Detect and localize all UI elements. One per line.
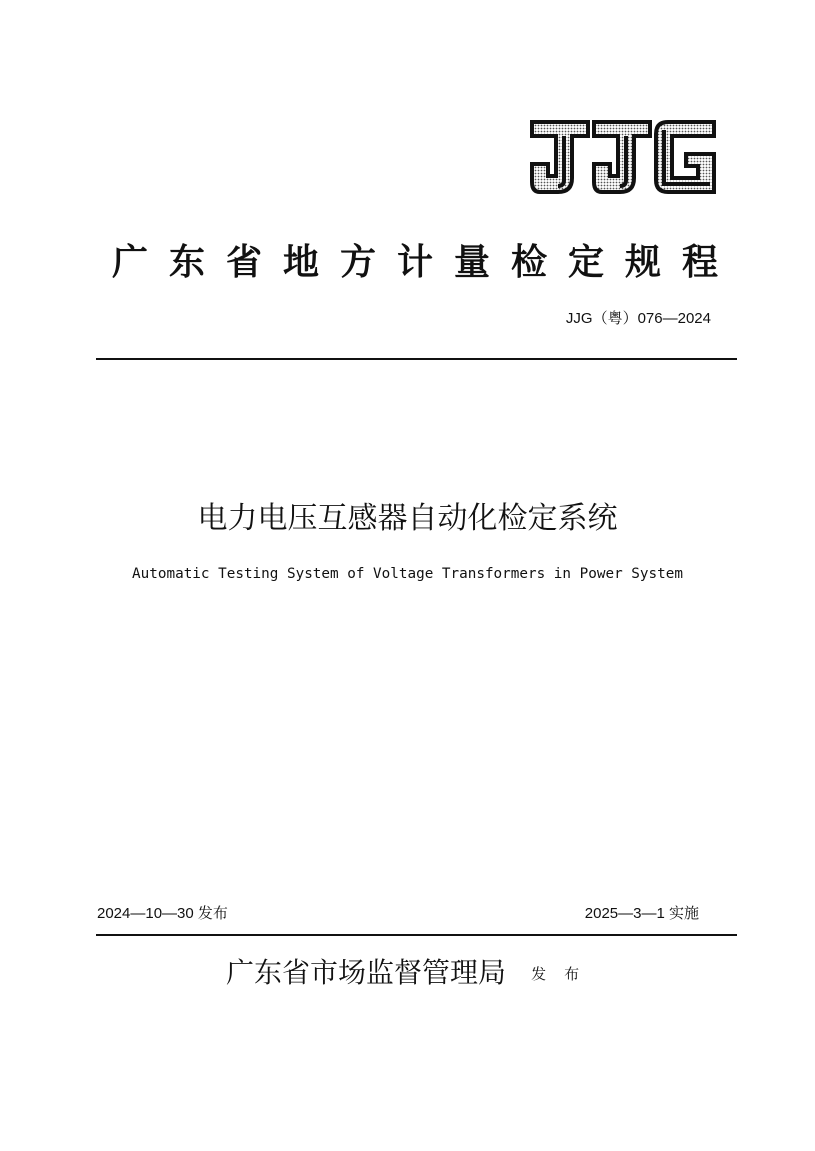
effective-date: 2025—3—1 实施 — [584, 905, 699, 922]
issuer-line — [226, 953, 597, 993]
standard-number: JJG（粤）076—2024 — [565, 310, 711, 327]
top-divider — [96, 358, 737, 360]
issuing-authority: 广东省市场监督管理局 — [226, 956, 507, 989]
jjg-logo — [528, 118, 718, 196]
bottom-divider — [96, 934, 737, 936]
series-title: 广东省地方计量检定规程 — [112, 242, 740, 283]
document-subtitle-english: Automatic Testing System of Voltage Transformers in Power System — [132, 566, 683, 582]
logo-letter-j2 — [594, 122, 650, 192]
issue-label: 发布 — [531, 964, 598, 983]
logo-letter-g — [656, 122, 714, 192]
logo-letter-j1 — [532, 122, 588, 192]
publish-date: 2024—10—30 发布 — [97, 905, 228, 922]
document-title: 电力电压互感器自动化检定系统 — [197, 501, 618, 536]
